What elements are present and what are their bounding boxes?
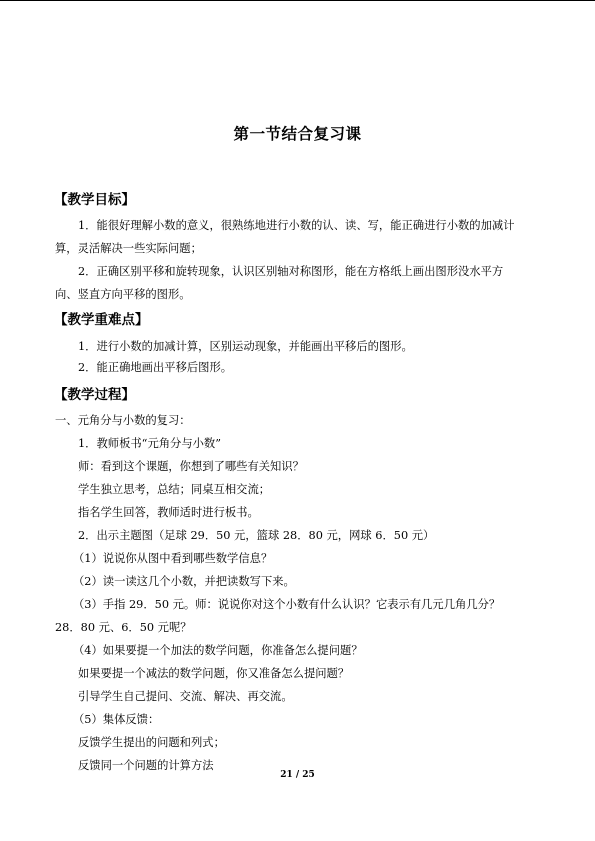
goals-line-3: 2．正确区别平移和旋转现象，认识区别轴对称图形，能在方格纸上画出图形没水平方: [78, 265, 504, 278]
process-line-1: 一、元角分与小数的复习：: [55, 414, 191, 427]
process-line-11: （4）如果要提一个加法的数学问题，你准备怎么提问题？: [73, 644, 363, 657]
process-line-4: 学生独立思考，总结；同桌互相交流；: [78, 483, 271, 496]
process-line-13: 引导学生自己提问、交流、解决、再交流。: [78, 690, 293, 703]
goals-line-1: 1．能很好理解小数的意义，很熟练地进行小数的认、读、写，能正确进行小数的加减计: [78, 219, 515, 232]
process-line-5: 指名学生回答，教师适时进行板书。: [78, 506, 259, 519]
process-line-15: 反馈学生提出的问题和列式；: [78, 736, 225, 749]
section-heading-process: 【教学过程】: [54, 387, 135, 403]
process-line-2: 1．教师板书“元角分与小数”: [78, 437, 222, 450]
keypoints-line-2: 2．能正确地画出平移后图形。: [78, 361, 233, 374]
goals-line-2: 算，灵活解决一些实际问题；: [55, 242, 202, 255]
keypoints-line-1: 1．进行小数的加减计算，区别运动现象，并能画出平移后的图形。: [78, 340, 413, 353]
process-line-12: 如果要提一个减法的数学问题，你又准备怎么提问题？: [78, 667, 350, 680]
process-line-9: （3）手指 29．50 元。师：说说你对这个小数有什么认识？它表示有几元几角几分？: [73, 598, 501, 611]
goals-line-4: 向、竖直方向平移的图形。: [55, 288, 191, 301]
page-title: 第一节结合复习课: [233, 124, 362, 143]
process-line-10: 28．80 元、6．50 元呢？: [55, 621, 192, 634]
process-line-14: （5）集体反馈：: [73, 713, 160, 726]
section-heading-goals: 【教学目标】: [54, 192, 135, 208]
process-line-6: 2．出示主题图（足球 29．50 元，篮球 28．80 元，网球 6．50 元）: [78, 529, 435, 542]
process-line-16: 反馈同一个问题的计算方法: [78, 759, 214, 772]
process-line-3: 师：看到这个课题，你想到了哪些有关知识？: [78, 460, 304, 473]
header-rule: [0, 0, 595, 1]
page-number: 21 / 25: [280, 770, 315, 780]
process-line-8: （2）读一读这几个小数，并把读数写下来。: [73, 575, 295, 588]
process-line-7: （1）说说你从图中看到哪些数学信息？: [73, 552, 273, 565]
section-heading-keypoints: 【教学重难点】: [54, 312, 149, 328]
